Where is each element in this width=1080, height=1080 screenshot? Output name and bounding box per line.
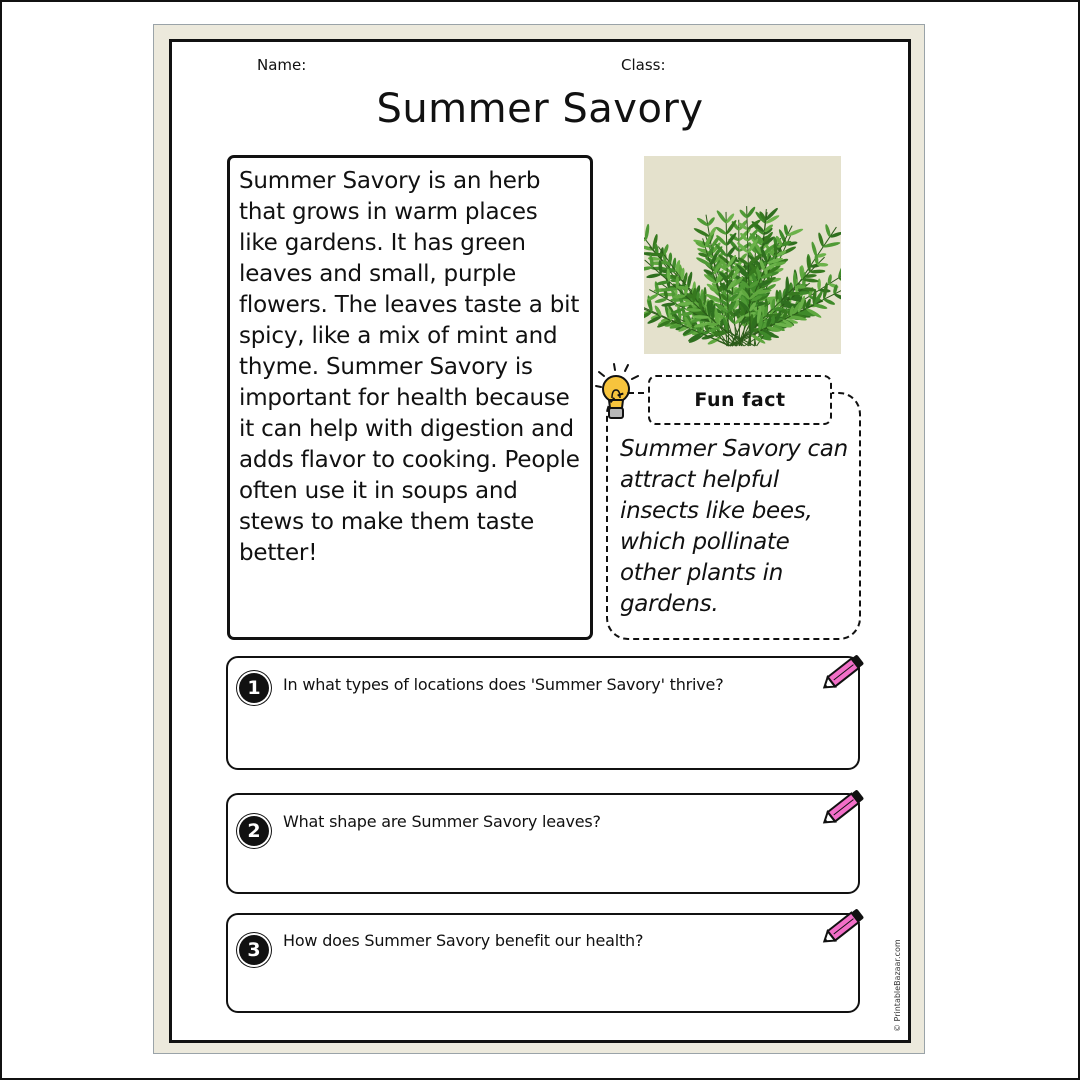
fun-fact-heading: Fun fact	[648, 375, 832, 425]
copyright-credit: © PrintableBazaar.com	[893, 939, 902, 1032]
reading-passage-box	[227, 155, 593, 640]
pencil-icon	[818, 648, 870, 696]
question-3-answer-box[interactable]	[226, 913, 860, 1013]
question-2-answer-box[interactable]	[226, 793, 860, 894]
fun-fact-box	[606, 392, 861, 640]
reading-passage-text: Summer Savory is an herb that grows in warm places like gardens. It has green leaves and small, purple flowers. The leaves taste a bit spicy, like a mix of mint and thyme. Summer Savory is important for health because it can help with digestion and adds flavor to cooking. People often use it in soups and stews to make them taste better!	[239, 168, 580, 566]
plant-illustration	[644, 156, 841, 354]
class-label: Class:	[621, 56, 666, 74]
fun-fact-text: Summer Savory can attract helpful insects like bees, which pollinate other plants in gardens.	[620, 436, 848, 617]
question-1-text: In what types of locations does 'Summer Savory' thrive?	[283, 675, 724, 694]
question-1-answer-box[interactable]	[226, 656, 860, 770]
pencil-icon	[818, 902, 870, 950]
pencil-icon	[818, 783, 870, 831]
name-label: Name:	[257, 56, 307, 74]
summer-savory-plant-image	[644, 156, 841, 354]
question-1-number-badge: 1	[239, 673, 269, 703]
page-title: Summer Savory	[376, 86, 704, 132]
question-2-number-badge: 2	[239, 816, 269, 846]
question-3-text: How does Summer Savory benefit our health?	[283, 931, 644, 950]
question-2-text: What shape are Summer Savory leaves?	[283, 812, 601, 831]
question-3-number-badge: 3	[239, 935, 269, 965]
